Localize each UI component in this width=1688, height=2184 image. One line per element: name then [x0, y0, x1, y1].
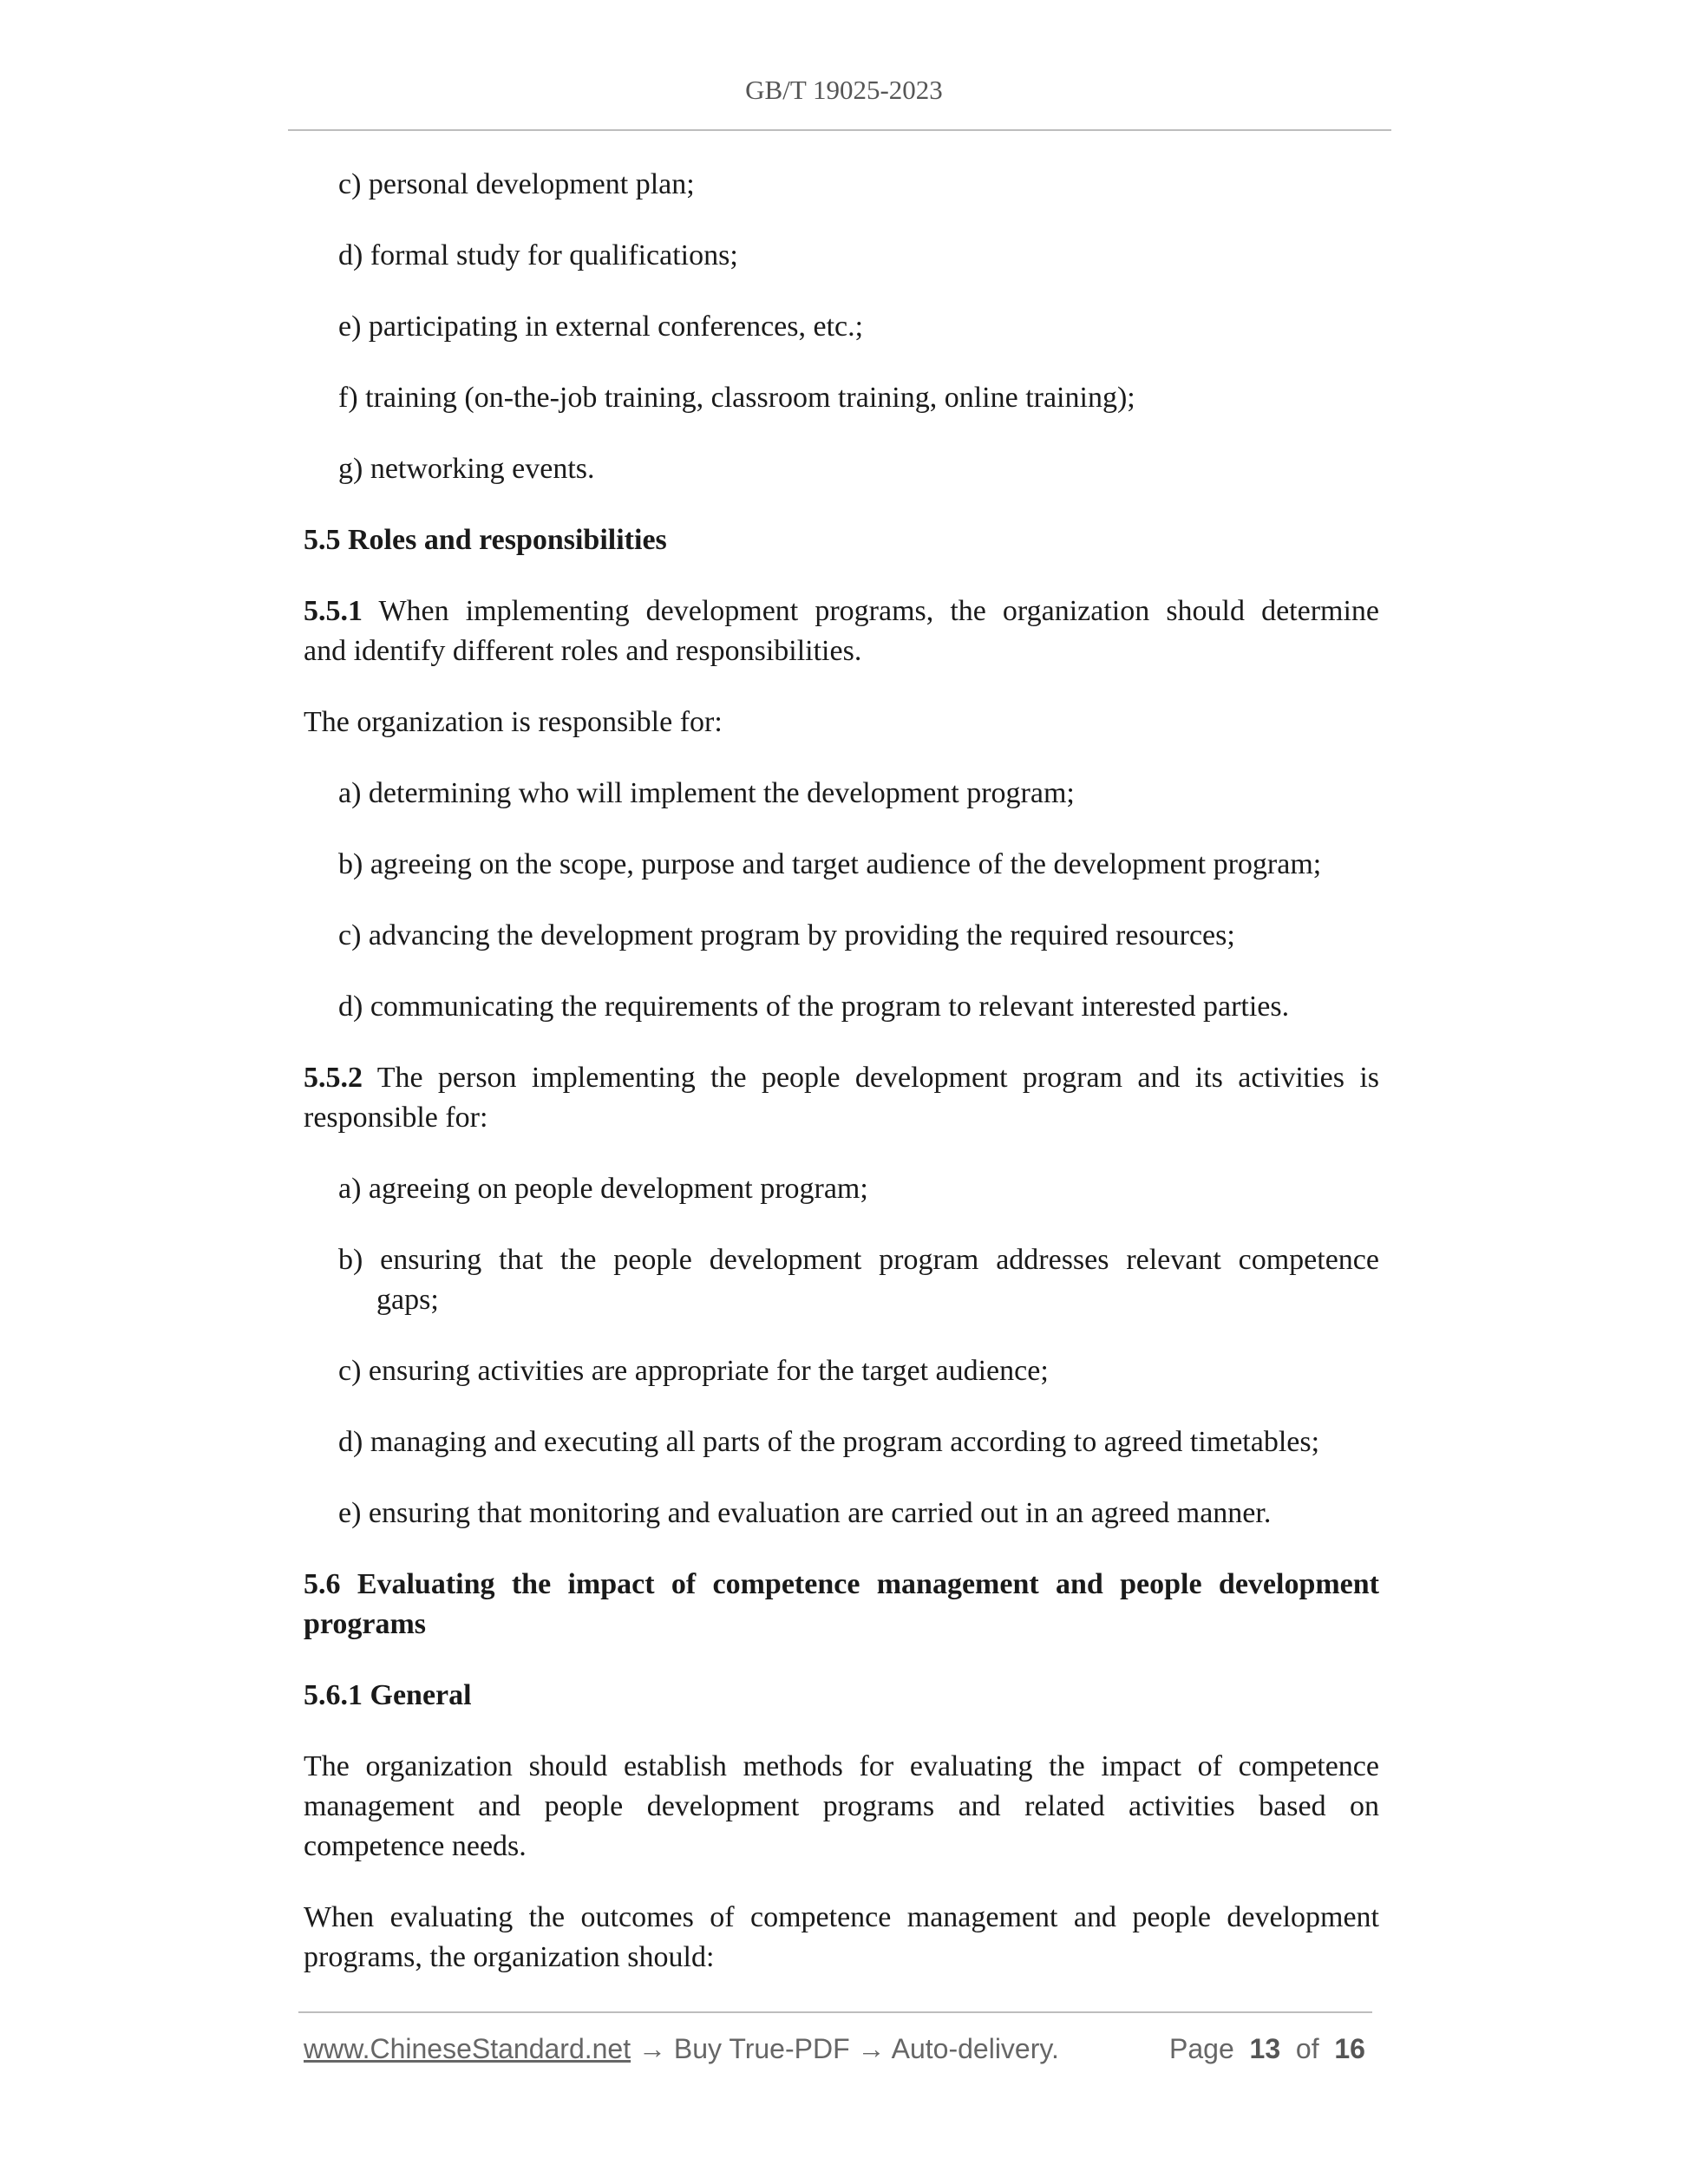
list-item: d) communicating the requirements of the program to relevant interested parties.: [338, 991, 1290, 1023]
section-heading-5-6-cont: programs: [304, 1608, 427, 1640]
list-item: d) formal study for qualifications;: [338, 239, 738, 271]
list-item: g) networking events.: [338, 453, 595, 485]
paragraph-line: programs, the organization should:: [304, 1941, 715, 1973]
clause-text: When implementing development programs, the organization should determine: [363, 595, 1379, 627]
paragraph-line: competence needs.: [304, 1830, 527, 1862]
section-heading-5-5: 5.5 Roles and responsibilities: [304, 524, 667, 556]
clause-text: The person implementing the people development program and its activities is: [363, 1062, 1379, 1094]
list-item: b) ensuring that the people development program addresses relevant competence: [338, 1244, 1379, 1276]
list-item: a) determining who will implement the development program;: [338, 777, 1075, 809]
list-item: d) managing and executing all parts of the program according to agreed timetables;: [338, 1426, 1320, 1458]
list-item: c) ensuring activities are appropriate for the target audience;: [338, 1355, 1049, 1387]
page-number: [1169, 2033, 1365, 2065]
list-item: c) personal development plan;: [338, 168, 695, 200]
section-heading-5-6-1: 5.6.1 General: [304, 1679, 472, 1711]
list-item: e) ensuring that monitoring and evaluation are carried out in an agreed manner.: [338, 1497, 1272, 1529]
footer-promo: [304, 2033, 1059, 2065]
of-word: of: [1295, 2033, 1319, 2064]
total-pages: 16: [1334, 2033, 1365, 2064]
clause-number: 5.5.2: [304, 1062, 363, 1094]
footer-rule: [298, 2011, 1372, 2013]
section-heading-5-6: 5.6 Evaluating the impact of competence management and people development: [304, 1568, 1379, 1600]
paragraph-line: The organization should establish methods for evaluating the impact of competence: [304, 1750, 1379, 1782]
current-page: 13: [1249, 2033, 1281, 2064]
buy-text: Buy True-PDF: [673, 2033, 850, 2064]
page-header: GB/T 19025-2023: [745, 75, 943, 105]
clause-5-5-2-line2: responsible for:: [304, 1102, 488, 1134]
website-link[interactable]: www.ChineseStandard.net: [304, 2033, 631, 2064]
list-item-continuation: gaps;: [376, 1284, 439, 1316]
clause-5-5-1-line1: [304, 592, 1379, 631]
list-item: b) agreeing on the scope, purpose and target audience of the development program;: [338, 848, 1322, 880]
list-item: f) training (on-the-job training, classroom training, online training);: [338, 382, 1135, 414]
paragraph: The organization is responsible for:: [304, 706, 723, 738]
paragraph-line: When evaluating the outcomes of competence management and people development: [304, 1901, 1379, 1933]
arrow-icon: →: [849, 2033, 892, 2064]
page-word: Page: [1169, 2033, 1234, 2064]
arrow-icon: →: [631, 2033, 674, 2064]
list-item: c) advancing the development program by providing the required resources;: [338, 919, 1235, 951]
clause-5-5-1-line2: and identify different roles and responsibilities.: [304, 635, 862, 667]
list-item: e) participating in external conferences, etc.;: [338, 311, 864, 343]
clause-5-5-2-line1: [304, 1058, 1379, 1098]
list-item: a) agreeing on people development program;: [338, 1173, 868, 1205]
paragraph-line: management and people development programs and related activities based on: [304, 1790, 1379, 1822]
header-rule: [288, 129, 1391, 131]
clause-number: 5.5.1: [304, 595, 363, 627]
delivery-text: Auto-delivery.: [891, 2033, 1059, 2064]
